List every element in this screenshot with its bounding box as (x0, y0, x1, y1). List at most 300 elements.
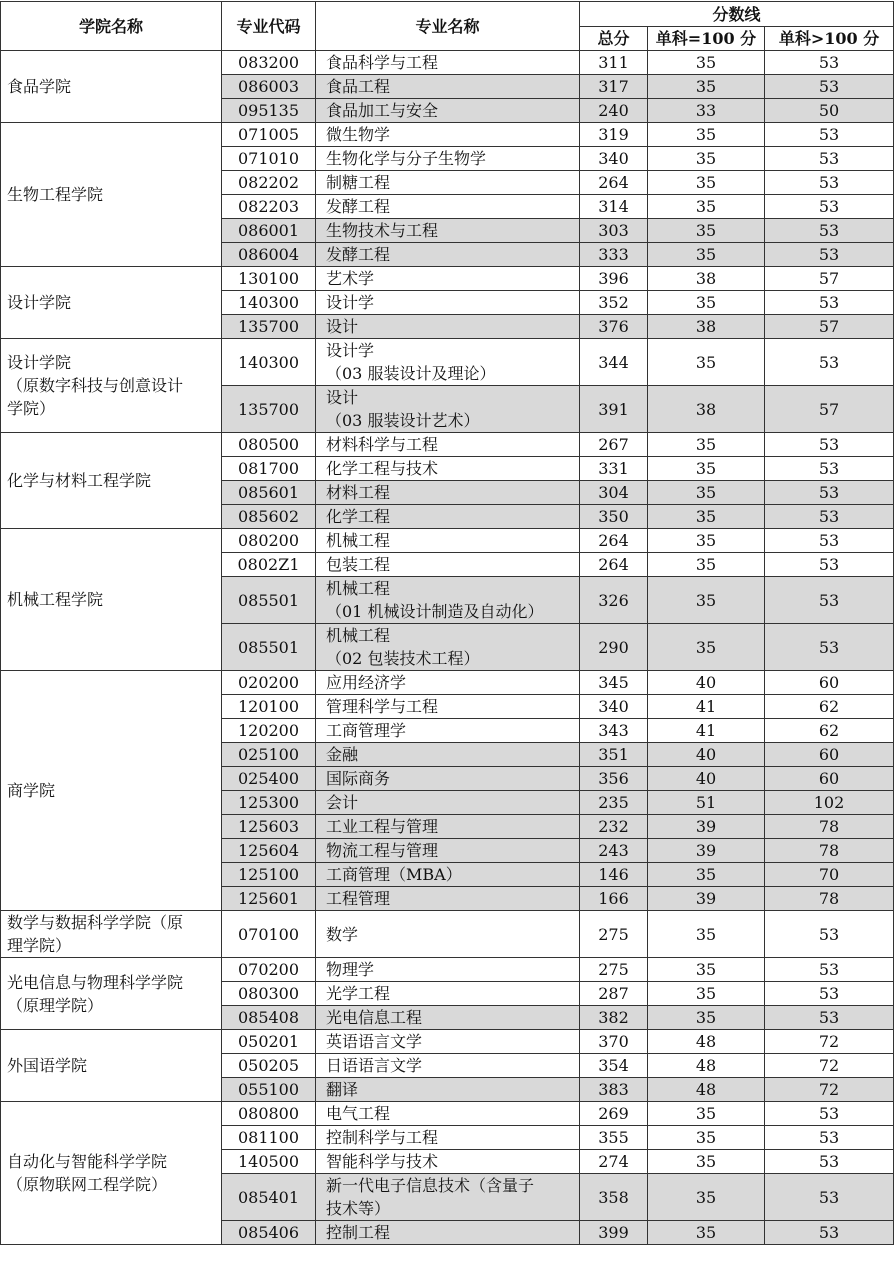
major-code: 125601 (222, 887, 316, 911)
major-code: 120200 (222, 719, 316, 743)
header-total: 总分 (580, 27, 648, 51)
college-name (1, 911, 222, 958)
major-name (316, 75, 580, 99)
major-name-line: 生物化学与分子生物学 (326, 149, 487, 168)
major-name-line: 控制工程 (326, 1223, 391, 1242)
table-row (1, 529, 894, 553)
score-single-gt100: 53 (765, 291, 894, 315)
college-name (1, 671, 222, 911)
score-single-100: 35 (648, 339, 765, 386)
major-name-line: 机械工程 (326, 626, 391, 645)
major-name-line: （03 服装设计艺术） (326, 411, 480, 430)
score-single-gt100: 53 (765, 75, 894, 99)
major-name (316, 887, 580, 911)
major-code: 140300 (222, 291, 316, 315)
college-name (1, 1102, 222, 1245)
major-name (316, 171, 580, 195)
major-name-line: 电气工程 (326, 1104, 391, 1123)
major-name-line: 英语语言文学 (326, 1032, 423, 1051)
score-total: 264 (580, 553, 648, 577)
table-row (1, 911, 894, 958)
score-single-gt100: 72 (765, 1078, 894, 1102)
college-name (1, 958, 222, 1030)
major-name-line: 材料科学与工程 (326, 435, 439, 454)
major-code: 135700 (222, 315, 316, 339)
score-total: 331 (580, 457, 648, 481)
major-name (316, 1006, 580, 1030)
college-name-line: 外国语学院 (7, 1056, 88, 1075)
header-college: 学院名称 (1, 2, 222, 51)
major-name (316, 99, 580, 123)
score-single-100: 35 (648, 171, 765, 195)
major-name-line: 日语语言文学 (326, 1056, 423, 1075)
major-name (316, 1221, 580, 1245)
score-total: 232 (580, 815, 648, 839)
score-single-gt100: 62 (765, 695, 894, 719)
score-single-100: 40 (648, 743, 765, 767)
major-name (316, 1150, 580, 1174)
score-total: 275 (580, 911, 648, 958)
major-name-line: 工业工程与管理 (326, 817, 439, 836)
major-name (316, 577, 580, 624)
major-name (316, 1078, 580, 1102)
score-single-gt100: 53 (765, 1150, 894, 1174)
major-name-line: 翻译 (326, 1080, 359, 1099)
score-total: 383 (580, 1078, 648, 1102)
major-code: 081100 (222, 1126, 316, 1150)
major-code: 080800 (222, 1102, 316, 1126)
score-total: 311 (580, 51, 648, 75)
table-row (1, 339, 894, 386)
score-single-100: 39 (648, 839, 765, 863)
major-name-line: 机械工程 (326, 579, 391, 598)
major-name (316, 147, 580, 171)
major-name (316, 695, 580, 719)
score-single-gt100: 53 (765, 1102, 894, 1126)
major-name (316, 1030, 580, 1054)
score-single-100: 40 (648, 767, 765, 791)
major-code: 125603 (222, 815, 316, 839)
score-total: 304 (580, 481, 648, 505)
score-total: 355 (580, 1126, 648, 1150)
college-name-line: 化学与材料工程学院 (7, 471, 152, 490)
score-total: 264 (580, 529, 648, 553)
score-total: 376 (580, 315, 648, 339)
major-code: 080500 (222, 433, 316, 457)
score-single-gt100: 53 (765, 123, 894, 147)
major-code: 125100 (222, 863, 316, 887)
score-single-100: 38 (648, 315, 765, 339)
major-name (316, 505, 580, 529)
college-name (1, 433, 222, 529)
major-name-line: 光电信息工程 (326, 1008, 423, 1027)
score-total: 340 (580, 695, 648, 719)
major-name (316, 243, 580, 267)
score-single-100: 48 (648, 1078, 765, 1102)
score-single-gt100: 53 (765, 171, 894, 195)
major-code: 085501 (222, 577, 316, 624)
score-single-gt100: 72 (765, 1030, 894, 1054)
major-code: 070200 (222, 958, 316, 982)
major-name-line: 设计学 (326, 293, 375, 312)
major-code: 0802Z1 (222, 553, 316, 577)
major-name-line: 生物技术与工程 (326, 221, 439, 240)
major-name-line: 控制科学与工程 (326, 1128, 439, 1147)
score-single-100: 38 (648, 386, 765, 433)
score-single-100: 41 (648, 719, 765, 743)
major-name-line: （03 服装设计及理论） (326, 364, 496, 383)
college-name-line: 理学院） (7, 936, 72, 955)
major-name (316, 339, 580, 386)
score-single-gt100: 57 (765, 267, 894, 291)
score-single-100: 35 (648, 863, 765, 887)
score-single-100: 35 (648, 1150, 765, 1174)
college-name-line: （原理学院） (7, 995, 104, 1015)
major-code: 083200 (222, 51, 316, 75)
major-name (316, 1174, 580, 1221)
score-single-100: 38 (648, 267, 765, 291)
score-single-gt100: 53 (765, 624, 894, 671)
score-single-gt100: 57 (765, 315, 894, 339)
major-name (316, 291, 580, 315)
table-body (1, 51, 894, 1245)
major-name-line: 物流工程与管理 (326, 841, 439, 860)
score-single-100: 39 (648, 887, 765, 911)
major-code: 086003 (222, 75, 316, 99)
score-single-gt100: 53 (765, 433, 894, 457)
score-total: 382 (580, 1006, 648, 1030)
score-total: 344 (580, 339, 648, 386)
major-name-line: 发酵工程 (326, 197, 391, 216)
table-row (1, 671, 894, 695)
score-total: 240 (580, 99, 648, 123)
major-code: 082202 (222, 171, 316, 195)
major-name-line: 设计 (326, 388, 359, 407)
major-code: 120100 (222, 695, 316, 719)
college-name-line: 食品学院 (7, 77, 72, 96)
score-total: 345 (580, 671, 648, 695)
score-single-100: 35 (648, 577, 765, 624)
major-code: 125300 (222, 791, 316, 815)
major-name (316, 911, 580, 958)
score-total: 166 (580, 887, 648, 911)
major-code: 050205 (222, 1054, 316, 1078)
score-single-gt100: 53 (765, 219, 894, 243)
major-name-line: （02 包装技术工程） (326, 649, 480, 668)
college-name (1, 267, 222, 339)
major-code: 125604 (222, 839, 316, 863)
score-single-gt100: 62 (765, 719, 894, 743)
score-single-100: 35 (648, 123, 765, 147)
major-code: 085406 (222, 1221, 316, 1245)
major-name-line: 智能科学与技术 (326, 1152, 439, 1171)
table-row (1, 958, 894, 982)
score-total: 274 (580, 1150, 648, 1174)
score-single-gt100: 53 (765, 195, 894, 219)
score-single-gt100: 53 (765, 982, 894, 1006)
score-total: 343 (580, 719, 648, 743)
major-name-line: 工程管理 (326, 889, 391, 908)
score-total: 358 (580, 1174, 648, 1221)
major-name-line: 机械工程 (326, 531, 391, 550)
score-single-100: 35 (648, 457, 765, 481)
score-single-100: 35 (648, 147, 765, 171)
score-single-gt100: 53 (765, 1174, 894, 1221)
major-code: 025100 (222, 743, 316, 767)
major-name (316, 267, 580, 291)
score-single-100: 35 (648, 51, 765, 75)
score-total: 314 (580, 195, 648, 219)
header-single-gt100: 单科>100 分 (765, 27, 894, 51)
major-name-line: 食品科学与工程 (326, 53, 439, 72)
score-single-gt100: 50 (765, 99, 894, 123)
major-name (316, 1126, 580, 1150)
major-code: 020200 (222, 671, 316, 695)
score-single-100: 41 (648, 695, 765, 719)
major-name-line: 技术等） (326, 1199, 391, 1218)
header-major: 专业名称 (316, 2, 580, 51)
score-total: 243 (580, 839, 648, 863)
score-single-100: 35 (648, 219, 765, 243)
score-single-gt100: 53 (765, 339, 894, 386)
score-single-gt100: 60 (765, 671, 894, 695)
major-code: 086004 (222, 243, 316, 267)
major-name-line: 包装工程 (326, 555, 391, 574)
major-name-line: 工商管理（MBA） (326, 865, 462, 884)
score-total: 267 (580, 433, 648, 457)
score-single-100: 35 (648, 243, 765, 267)
score-single-100: 35 (648, 529, 765, 553)
score-single-100: 35 (648, 1126, 765, 1150)
major-name (316, 457, 580, 481)
score-single-gt100: 72 (765, 1054, 894, 1078)
score-single-gt100: 60 (765, 767, 894, 791)
major-name (316, 1054, 580, 1078)
college-name (1, 529, 222, 671)
major-name-line: 食品加工与安全 (326, 101, 439, 120)
score-single-100: 35 (648, 911, 765, 958)
score-total: 352 (580, 291, 648, 315)
table-row (1, 51, 894, 75)
table-row (1, 1102, 894, 1126)
score-table (0, 1, 894, 1245)
score-single-100: 39 (648, 815, 765, 839)
score-total: 319 (580, 123, 648, 147)
score-single-gt100: 78 (765, 839, 894, 863)
major-name-line: 化学工程与技术 (326, 459, 439, 478)
score-single-100: 35 (648, 1006, 765, 1030)
score-total: 326 (580, 577, 648, 624)
score-total: 354 (580, 1054, 648, 1078)
major-name (316, 123, 580, 147)
header-single-100: 单科=100 分 (648, 27, 765, 51)
major-name (316, 839, 580, 863)
major-code: 080200 (222, 529, 316, 553)
major-name-line: 管理科学与工程 (326, 697, 439, 716)
score-single-100: 35 (648, 624, 765, 671)
college-name-line: （原数字科技与创意设计 (7, 376, 184, 395)
major-name-line: 物理学 (326, 960, 375, 979)
major-name (316, 743, 580, 767)
score-single-100: 35 (648, 75, 765, 99)
major-code: 081700 (222, 457, 316, 481)
major-name (316, 719, 580, 743)
score-single-100: 51 (648, 791, 765, 815)
college-name (1, 51, 222, 123)
score-single-gt100: 53 (765, 243, 894, 267)
header-code: 专业代码 (222, 2, 316, 51)
major-code: 085408 (222, 1006, 316, 1030)
table-row (1, 1030, 894, 1054)
score-single-gt100: 53 (765, 958, 894, 982)
score-single-gt100: 53 (765, 911, 894, 958)
score-single-100: 48 (648, 1054, 765, 1078)
score-single-100: 35 (648, 553, 765, 577)
major-name-line: 会计 (326, 793, 359, 812)
college-name-line: 商学院 (7, 781, 56, 800)
score-single-100: 35 (648, 1102, 765, 1126)
major-code: 140300 (222, 339, 316, 386)
score-single-gt100: 70 (765, 863, 894, 887)
major-name (316, 529, 580, 553)
table-row (1, 267, 894, 291)
score-single-100: 33 (648, 99, 765, 123)
major-code: 085401 (222, 1174, 316, 1221)
score-single-100: 35 (648, 481, 765, 505)
header-score-line: 分数线 (580, 2, 894, 27)
major-name (316, 958, 580, 982)
major-name-line: 食品工程 (326, 77, 391, 96)
score-single-gt100: 53 (765, 553, 894, 577)
score-single-gt100: 53 (765, 529, 894, 553)
major-code: 071005 (222, 123, 316, 147)
major-name (316, 51, 580, 75)
score-total: 269 (580, 1102, 648, 1126)
major-name (316, 195, 580, 219)
major-name-line: 应用经济学 (326, 673, 407, 692)
college-name (1, 1030, 222, 1102)
score-total: 333 (580, 243, 648, 267)
major-name-line: （01 机械设计制造及自动化） (326, 602, 544, 621)
major-name (316, 433, 580, 457)
score-single-gt100: 53 (765, 1221, 894, 1245)
major-name-line: 国际商务 (326, 769, 391, 788)
major-name (316, 315, 580, 339)
score-total: 399 (580, 1221, 648, 1245)
score-total: 146 (580, 863, 648, 887)
score-single-100: 40 (648, 671, 765, 695)
major-name-line: 新一代电子信息技术（含量子 (326, 1176, 535, 1195)
major-name-line: 制糖工程 (326, 173, 391, 192)
score-single-100: 35 (648, 195, 765, 219)
score-total: 391 (580, 386, 648, 433)
major-code: 080300 (222, 982, 316, 1006)
score-single-gt100: 53 (765, 481, 894, 505)
college-name-line: 光电信息与物理科学学院 (7, 972, 184, 992)
major-name (316, 671, 580, 695)
college-name-line: 设计学院 (7, 293, 72, 312)
major-name (316, 982, 580, 1006)
score-single-gt100: 53 (765, 147, 894, 171)
major-code: 025400 (222, 767, 316, 791)
college-name-line: 机械工程学院 (7, 590, 104, 609)
score-single-gt100: 53 (765, 1006, 894, 1030)
college-name (1, 339, 222, 433)
score-total: 351 (580, 743, 648, 767)
table-row (1, 123, 894, 147)
major-name (316, 553, 580, 577)
score-total: 350 (580, 505, 648, 529)
major-code: 140500 (222, 1150, 316, 1174)
score-total: 264 (580, 171, 648, 195)
college-name-line: （原物联网工程学院） (7, 1175, 168, 1194)
score-single-gt100: 78 (765, 815, 894, 839)
major-name (316, 791, 580, 815)
major-name-line: 数学 (326, 924, 359, 944)
score-single-gt100: 60 (765, 743, 894, 767)
major-name (316, 767, 580, 791)
major-code: 085601 (222, 481, 316, 505)
score-single-100: 35 (648, 982, 765, 1006)
score-single-100: 48 (648, 1030, 765, 1054)
score-total: 235 (580, 791, 648, 815)
score-single-gt100: 53 (765, 505, 894, 529)
major-name (316, 863, 580, 887)
major-code: 070100 (222, 911, 316, 958)
major-name-line: 发酵工程 (326, 245, 391, 264)
major-name-line: 微生物学 (326, 125, 391, 144)
major-name-line: 材料工程 (326, 483, 391, 502)
major-name (316, 1102, 580, 1126)
college-name-line: 生物工程学院 (7, 185, 104, 204)
score-single-gt100: 57 (765, 386, 894, 433)
score-total: 303 (580, 219, 648, 243)
score-total: 317 (580, 75, 648, 99)
major-name-line: 工商管理学 (326, 721, 407, 740)
score-single-gt100: 53 (765, 51, 894, 75)
score-single-gt100: 78 (765, 887, 894, 911)
college-name-line: 自动化与智能科学学院 (7, 1152, 168, 1171)
score-total: 340 (580, 147, 648, 171)
major-name-line: 设计 (326, 317, 359, 336)
score-single-100: 35 (648, 433, 765, 457)
college-name-line: 数学与数据科学学院（原 (7, 913, 184, 932)
score-total: 356 (580, 767, 648, 791)
major-code: 050201 (222, 1030, 316, 1054)
major-code: 085501 (222, 624, 316, 671)
score-single-gt100: 53 (765, 1126, 894, 1150)
major-code: 085602 (222, 505, 316, 529)
major-name-line: 金融 (326, 745, 359, 764)
college-name-line: 设计学院 (7, 353, 72, 372)
major-name-line: 化学工程 (326, 507, 391, 526)
table-row (1, 433, 894, 457)
major-name (316, 386, 580, 433)
major-code: 130100 (222, 267, 316, 291)
score-total: 396 (580, 267, 648, 291)
score-total: 275 (580, 958, 648, 982)
table-header (1, 2, 894, 51)
major-name (316, 815, 580, 839)
major-name-line: 设计学 (326, 341, 375, 360)
major-code: 095135 (222, 99, 316, 123)
major-code: 071010 (222, 147, 316, 171)
college-name-line: 学院） (7, 399, 56, 418)
score-single-gt100: 53 (765, 577, 894, 624)
major-name (316, 624, 580, 671)
score-single-100: 35 (648, 1221, 765, 1245)
score-total: 290 (580, 624, 648, 671)
